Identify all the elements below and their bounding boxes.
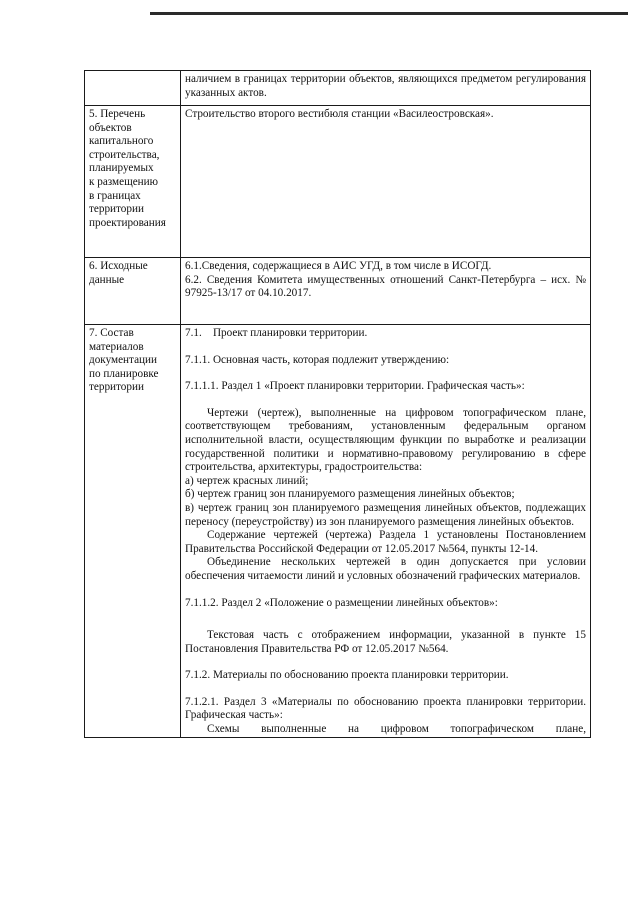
- paragraph: Объединение нескольких чертежей в один допускается при условии обеспечения читаемости линий и условных обозначений графических материалов.: [185, 556, 586, 582]
- row5-content: Строительство второго вестибюля станции «Василеостровская».: [185, 108, 494, 120]
- row-label-cell: [85, 325, 181, 738]
- label-line: капитального: [89, 135, 154, 148]
- row-label-cell: [85, 258, 181, 325]
- row6-label: [89, 260, 176, 287]
- row5-label: [89, 108, 176, 230]
- list-item: б) чертеж границ зон планируемого размещения линейных объектов;: [185, 488, 515, 501]
- label-line: к размещению: [89, 175, 159, 188]
- row6-line1: 6.1.Сведения, содержащиеся в АИС УГД, в том числе в ИСОГД.: [185, 260, 492, 272]
- row-content-cell: [181, 325, 591, 738]
- label-line: территории: [89, 381, 144, 394]
- label-line: 6. Исходные: [89, 260, 148, 272]
- row-content-cell: [181, 106, 591, 258]
- continued-text: наличием в границах территории объектов, являющихся предметом регулирования указанных актов.: [185, 73, 586, 99]
- table-row: [85, 71, 591, 106]
- row-label-cell: [85, 71, 181, 106]
- table-row: [85, 258, 591, 325]
- row-content-cell: [181, 71, 591, 106]
- label-line: по планировке: [89, 367, 159, 380]
- label-line: документации: [89, 354, 157, 367]
- terms-table: [84, 70, 591, 738]
- row6-line2: 6.2. Сведения Комитета имущественных отношений Санкт-Петербурга – исх. № 97925-13/17 от 04.10.2017.: [185, 273, 586, 300]
- table-row: [85, 325, 591, 738]
- label-line: 7. Состав: [89, 327, 134, 339]
- paragraph: Содержание чертежей (чертежа) Раздела 1 установлены Постановлением Правительства Российской Федерации от 12.05.2017 №564, пункты 12-14.: [185, 529, 586, 555]
- label-line: строительства,: [89, 148, 160, 161]
- label-line: территории: [89, 203, 144, 216]
- label-line: в границах: [89, 189, 141, 202]
- section-heading: 7.1.1.2. Раздел 2 «Положение о размещении линейных объектов»:: [185, 596, 498, 609]
- label-line: материалов: [89, 340, 144, 353]
- label-line: планируемых: [89, 162, 154, 175]
- table-row: [85, 106, 591, 258]
- row-content-cell: [181, 258, 591, 325]
- label-line: проектирования: [89, 216, 166, 229]
- list-item: а) чертеж красных линий;: [185, 474, 309, 487]
- row7-label: [89, 327, 176, 395]
- label-line: 5. Перечень: [89, 108, 146, 120]
- paragraph: Чертежи (чертеж), выполненные на цифровом топографическом плане, соответствующем требованиям, установленным федеральным органом исполнительной власти, осуществляющим функции по выработке и реализации государственной политики и нормативно-правовому регулированию в сфере строительства, архитектуры, градостроительства:: [185, 406, 586, 474]
- section-heading: 7.1.2.1. Раздел 3 «Материалы по обоснованию проекта планировки территории. Графическая часть»:: [185, 695, 586, 722]
- section-heading: 7.1.1.1. Раздел 1 «Проект планировки территории. Графическая часть»:: [185, 380, 525, 393]
- label-line: данные: [89, 273, 125, 286]
- paragraph: Схемы выполненные на цифровом топографическом плане,: [207, 723, 586, 736]
- list-item: в) чертеж границ зон планируемого размещения линейных объектов, подлежащих переносу (переустройству) из зон планируемого размещения линейных объектов.: [185, 501, 586, 528]
- paragraph: Текстовая часть с отображением информации, указанной в пункте 15 Постановления Правительства РФ от 12.05.2017 №564.: [185, 629, 586, 655]
- row-label-cell: [85, 106, 181, 258]
- section-heading: 7.1.1. Основная часть, которая подлежит утверждению:: [185, 353, 450, 366]
- label-line: объектов: [89, 121, 132, 134]
- section-heading: 7.1. Проект планировки территории.: [185, 327, 368, 339]
- section-heading: 7.1.2. Материалы по обоснованию проекта планировки территории.: [185, 669, 509, 682]
- scan-edge-line: [150, 12, 628, 15]
